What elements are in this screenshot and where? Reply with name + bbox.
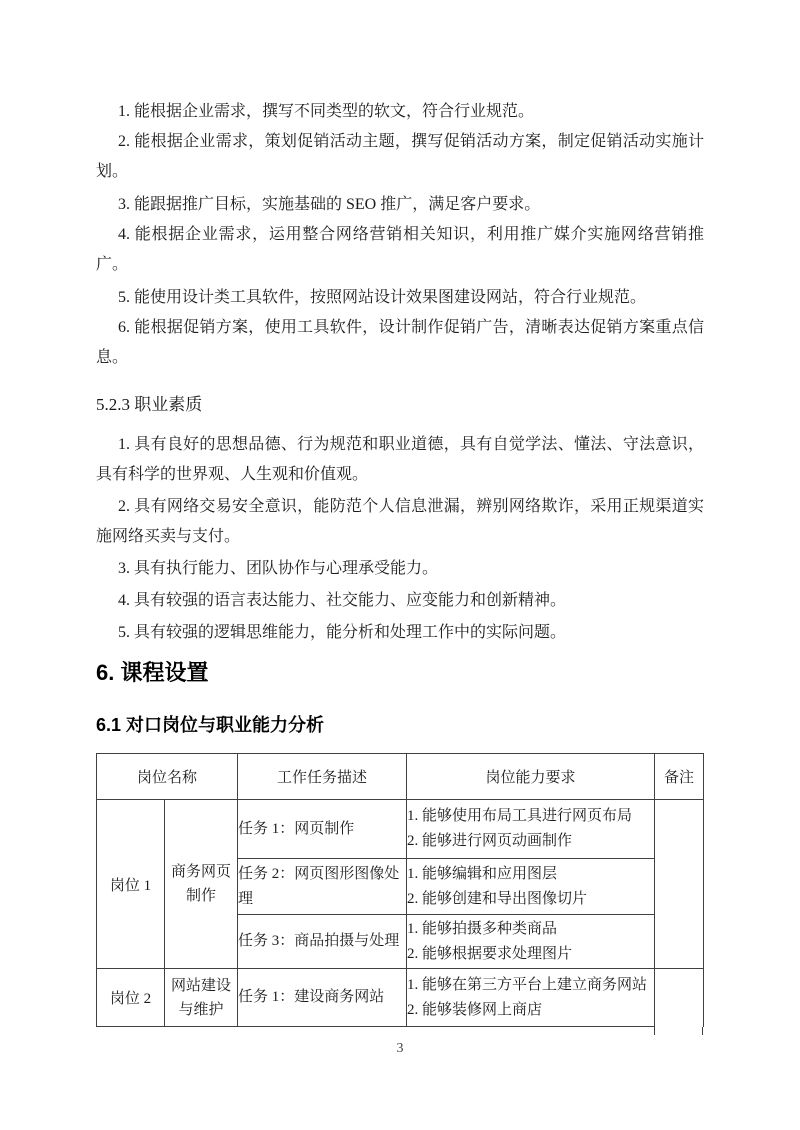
body-paragraph xyxy=(96,127,704,187)
analysis-table xyxy=(96,753,704,1027)
body-paragraph xyxy=(96,492,704,552)
table-header-post-name: 岗位名称 xyxy=(97,754,238,800)
body-paragraph xyxy=(96,97,704,127)
ability-line: 1. 能够拍摄多种类商品 xyxy=(407,920,558,937)
text-line: 2. 能根据企业需求，策划促销活动主题，撰写促销活动方案，制定促销活动实施计 xyxy=(118,133,704,150)
cell-post1-name: 商务网页制作 xyxy=(165,800,238,969)
body-paragraph xyxy=(96,313,704,373)
text-line: 3. 能跟据推广目标，实施基础的 SEO 推广，满足客户要求。 xyxy=(118,196,541,213)
section-heading-523: 5.2.3 职业素质 xyxy=(96,395,203,414)
table-row xyxy=(97,969,704,1027)
document-content xyxy=(96,0,704,1059)
text-line: 4. 能根据企业需求，运用整合网络营销相关知识，利用推广媒介实施网络营销推 xyxy=(118,226,704,243)
text-line: 施网络买卖与支付。 xyxy=(96,528,241,545)
table-header-ability: 岗位能力要求 xyxy=(407,754,655,800)
table-header-remark: 备注 xyxy=(655,754,704,800)
cell-post2-task1-title: 任务 1：建设商务网站 xyxy=(238,969,407,1027)
ability-line: 2. 能够装修网上商店 xyxy=(407,1001,543,1018)
cell-post2-task1-abilities xyxy=(407,969,655,1027)
text-line: 5. 具有较强的逻辑思维能力，能分析和处理工作中的实际问题。 xyxy=(118,624,567,641)
ability-line: 1. 能够编辑和应用图层 xyxy=(407,865,558,882)
body-paragraph xyxy=(96,220,704,280)
text-line: 1. 能根据企业需求，撰写不同类型的软文，符合行业规范。 xyxy=(118,103,535,120)
text-line: 息。 xyxy=(96,349,129,366)
page-number: 3 xyxy=(396,1041,404,1056)
ability-line: 1. 能够在第三方平台上建立商务网站 xyxy=(407,976,648,993)
ability-line: 2. 能够创建和导出图像切片 xyxy=(407,890,588,907)
ability-line: 2. 能够根据要求处理图片 xyxy=(407,945,573,962)
body-paragraph xyxy=(96,618,704,648)
cell-post1-task2-abilities xyxy=(407,859,655,915)
text-line: 5. 能使用设计类工具软件，按照网站设计效果图建设网站，符合行业规范。 xyxy=(118,289,647,306)
cell-post1-task3-abilities xyxy=(407,915,655,969)
text-line: 具有科学的世界观、人生观和价值观。 xyxy=(96,466,369,483)
table-row xyxy=(97,800,704,859)
body-paragraph xyxy=(96,430,704,490)
cell-post1-id: 岗位 1 xyxy=(97,800,165,969)
text-line: 6. 能根据促销方案，使用工具软件，设计制作促销广告，清晰表达促销方案重点信 xyxy=(118,319,704,336)
cell-post2-id: 岗位 2 xyxy=(97,969,165,1027)
cell-post1-task1-title: 任务 1：网页制作 xyxy=(238,800,407,859)
cell-post2-name: 网站建设与维护 xyxy=(165,969,238,1027)
chapter-heading-6: 6. 课程设置 xyxy=(96,660,209,685)
table-header-task-desc: 工作任务描述 xyxy=(238,754,407,800)
cell-post1-task2-title: 任务 2：网页图形图像处理 xyxy=(238,859,407,915)
text-line: 广。 xyxy=(96,256,129,273)
text-line: 4. 具有较强的语言表达能力、社交能力、应变能力和创新精神。 xyxy=(118,592,567,609)
table-header-row xyxy=(97,754,704,800)
body-paragraph xyxy=(96,586,704,616)
body-paragraph xyxy=(96,554,704,584)
ability-line: 2. 能够进行网页动画制作 xyxy=(407,833,573,849)
table-pagebreak-continuation xyxy=(654,1027,703,1035)
text-line: 2. 具有网络交易安全意识，能防范个人信息泄漏，辨别网络欺诈，采用正规渠道实 xyxy=(118,498,704,515)
text-line: 1. 具有良好的思想品德、行为规范和职业道德，具有自觉学法、懂法、守法意识， xyxy=(118,436,704,453)
body-paragraph xyxy=(96,283,704,313)
cell-post1-remark xyxy=(655,800,704,969)
cell-post1-task1-abilities xyxy=(407,800,655,859)
cell-post1-task3-title: 任务 3：商品拍摄与处理 xyxy=(238,915,407,969)
body-paragraph xyxy=(96,190,704,220)
ability-line: 1. 能够使用布局工具进行网页布局 xyxy=(407,808,633,824)
cell-post2-remark xyxy=(655,969,704,1027)
text-line: 划。 xyxy=(96,163,129,180)
section-heading-61: 6.1 对口岗位与职业能力分析 xyxy=(96,715,325,735)
text-line: 3. 具有执行能力、团队协作与心理承受能力。 xyxy=(118,560,439,577)
